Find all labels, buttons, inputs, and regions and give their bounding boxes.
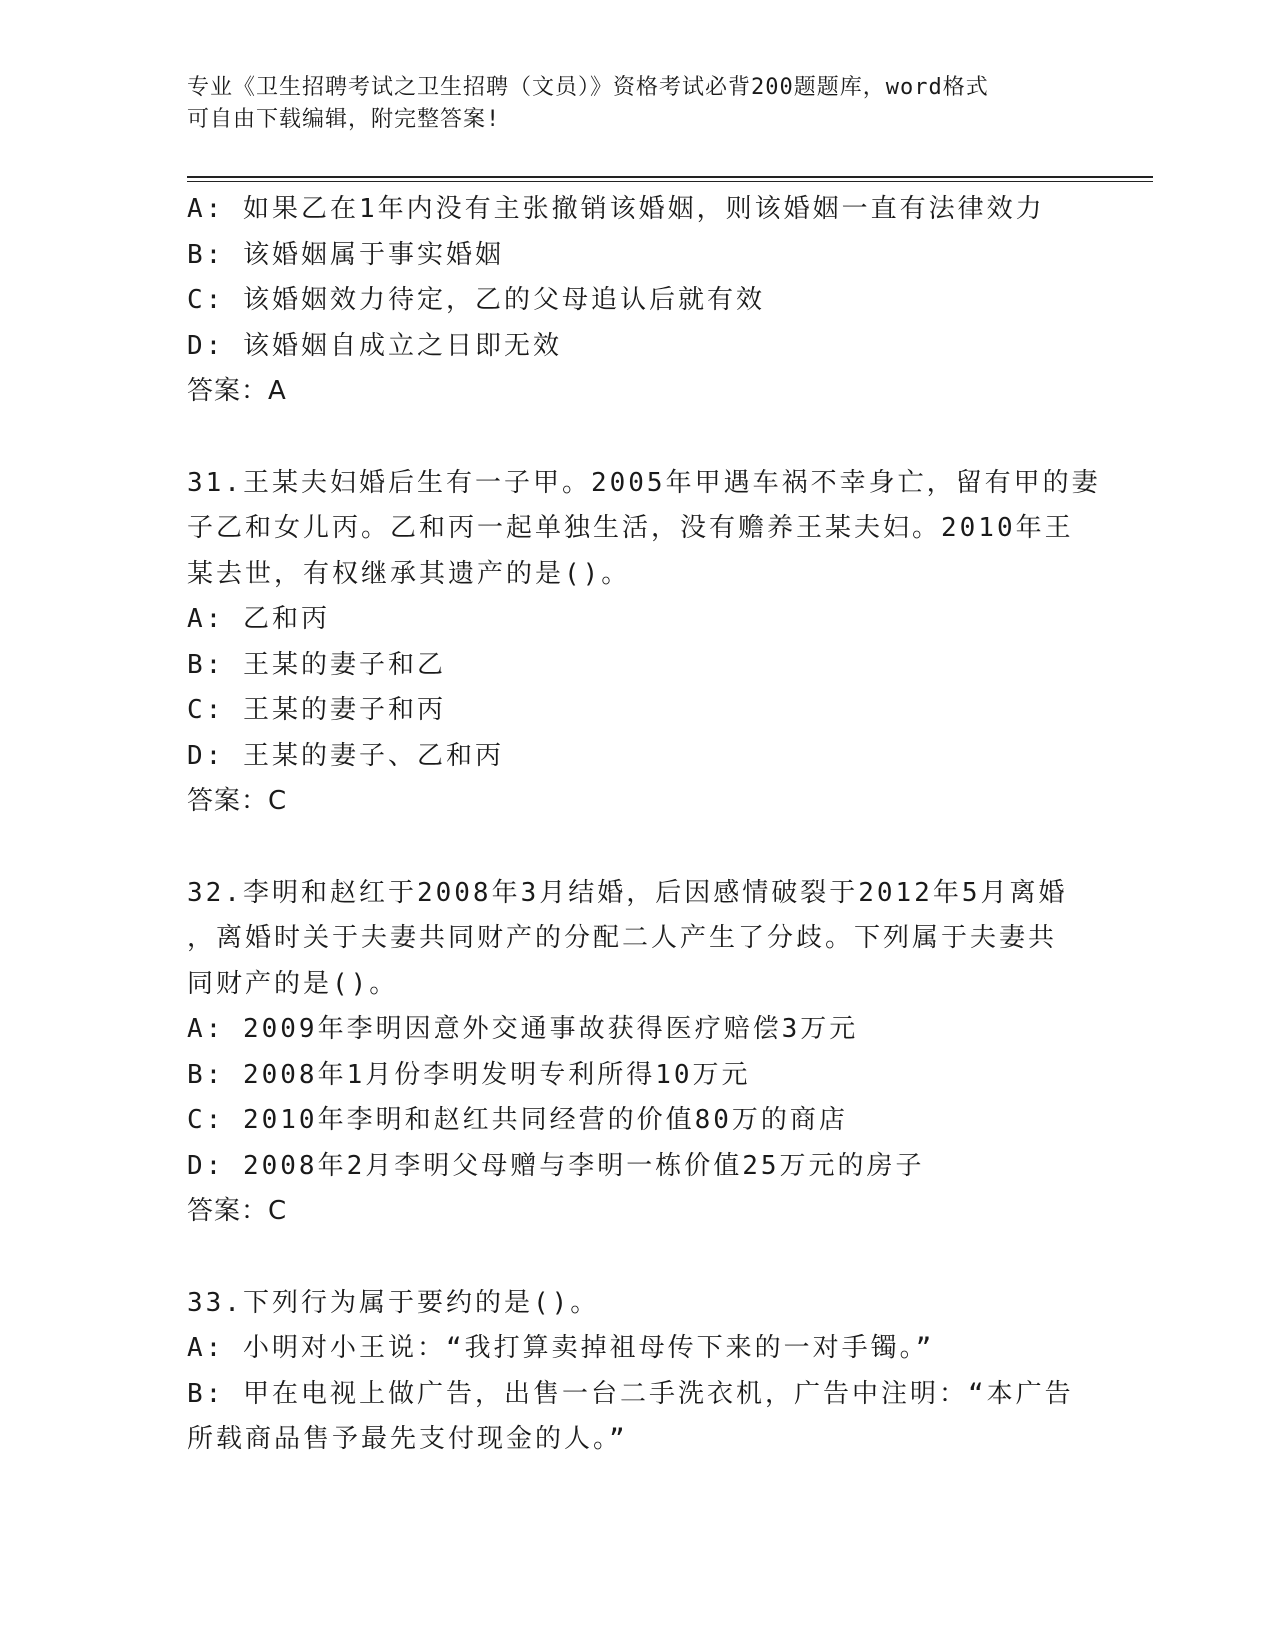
spacer: [187, 825, 1087, 871]
header-divider-thick: [187, 176, 1153, 178]
header-divider-thin: [187, 181, 1153, 182]
question-stem-line: ，离婚时关于夫妻共同财产的分配二人产生了分歧。下列属于夫妻共: [187, 923, 1058, 953]
option-b-continued: 所载商品售予最先支付现金的人。”: [187, 1424, 628, 1454]
option-b: B: 王某的妻子和乙: [187, 649, 446, 680]
option-a: A: 小明对小王说：“我打算卖掉祖母传下来的一对手镯。”: [187, 1333, 935, 1363]
question-stem-line: 子乙和女儿丙。乙和丙一起单独生活，没有赡养王某夫妇。2010年王: [187, 513, 1074, 543]
question-block-31: [187, 461, 1101, 825]
answer-line: 答案：C: [187, 1196, 288, 1226]
question-stem-line: 32.李明和赵红于2008年3月结婚，后因感情破裂于2012年5月离婚: [187, 877, 1068, 908]
spacer: [187, 1235, 1087, 1281]
question-block-prev: [187, 187, 1087, 415]
document-body: [187, 187, 1101, 1463]
option-d: D: 该婚姻自成立之日即无效: [187, 330, 562, 361]
option-a: A: 乙和丙: [187, 604, 330, 634]
option-a: A: 如果乙在1年内没有主张撤销该婚姻，则该婚姻一直有法律效力: [187, 194, 1045, 224]
option-c: C: 2010年李明和赵红共同经营的价值80万的商店: [187, 1105, 848, 1135]
question-stem-line: 33.下列行为属于要约的是()。: [187, 1287, 600, 1318]
document-header: [187, 72, 1067, 136]
option-b: B: 甲在电视上做广告，出售一台二手洗衣机，广告中注明：“本广告: [187, 1378, 1074, 1409]
question-block-32: [187, 871, 1087, 1235]
option-c: C: 王某的妻子和丙: [187, 695, 446, 725]
option-c: C: 该婚姻效力待定，乙的父母追认后就有效: [187, 285, 765, 315]
option-b: B: 该婚姻属于事实婚姻: [187, 239, 504, 270]
answer-line: 答案：A: [187, 376, 287, 406]
question-stem-line: 同财产的是()。: [187, 968, 399, 999]
question-stem-line: 某去世，有权继承其遗产的是()。: [187, 558, 631, 589]
question-block-33: [187, 1281, 1087, 1463]
header-title-line-2: 可自由下载编辑，附完整答案!: [187, 107, 501, 132]
option-d: D: 王某的妻子、乙和丙: [187, 740, 504, 771]
option-d: D: 2008年2月李明父母赠与李明一栋价值25万元的房子: [187, 1150, 925, 1181]
question-stem-line: 31.王某夫妇婚后生有一子甲。2005年甲遇车祸不幸身亡，留有甲的妻: [187, 467, 1101, 498]
option-a: A: 2009年李明因意外交通事故获得医疗赔偿3万元: [187, 1014, 859, 1044]
header-title-line-1: 专业《卫生招聘考试之卫生招聘（文员）》资格考试必背200题题库，word格式: [187, 75, 989, 100]
spacer: [187, 415, 1087, 461]
option-b: B: 2008年1月份李明发明专利所得10万元: [187, 1059, 751, 1090]
answer-line: 答案：C: [187, 786, 288, 816]
